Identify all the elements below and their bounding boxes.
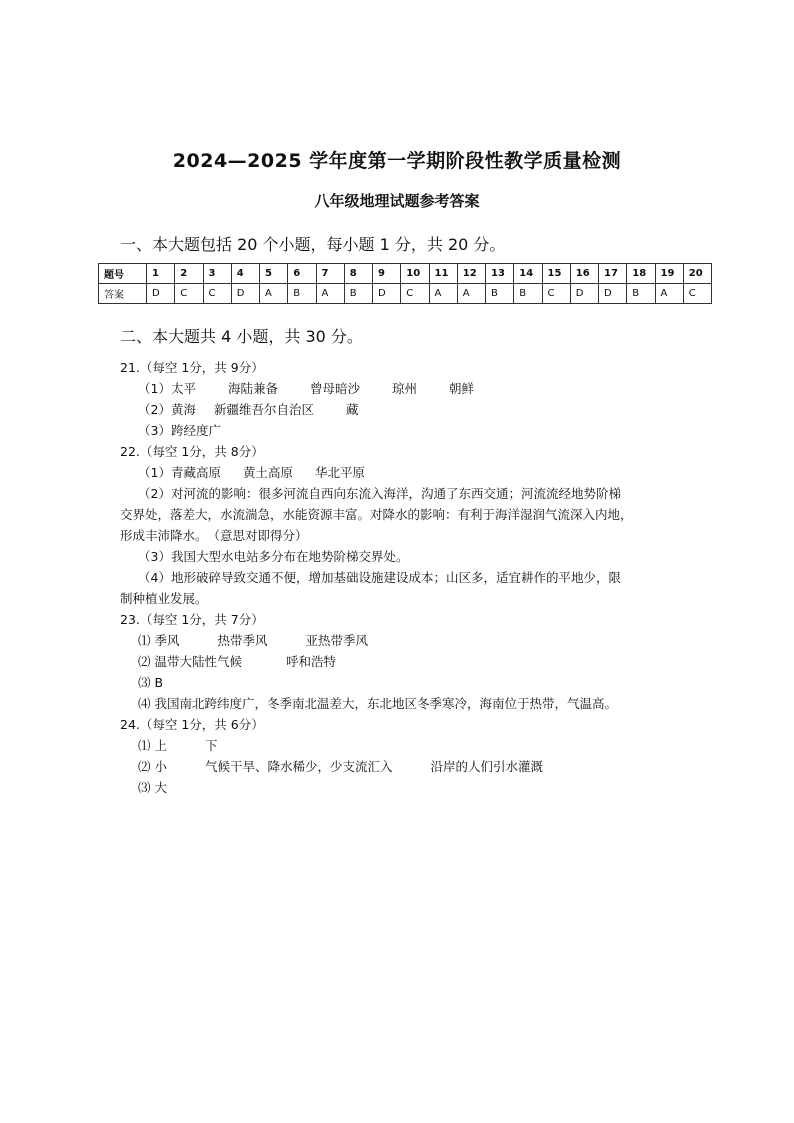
page-subtitle: 八年级地理试题参考答案 <box>314 192 480 210</box>
q22-answer-3: （3）我国大型水电站多分布在地势阶梯交界处。 <box>138 549 409 564</box>
q22-answer-2-line-3: 形成丰沛降水。 （意思对即得分） <box>120 528 308 543</box>
answer-cell: B <box>344 284 372 304</box>
answer-text: （2）黄海 <box>138 402 196 417</box>
answer-cell: C <box>175 284 203 304</box>
answer-cell: A <box>457 284 485 304</box>
question-number: 5 <box>260 264 288 284</box>
q23-answer-1 <box>138 631 368 649</box>
answer-text: 沿岸的人们引水灌溉 <box>430 759 543 774</box>
answer-text: ⑴ 季风 <box>138 633 180 648</box>
answer-text: （1）青藏高原 <box>138 465 221 480</box>
q22-answer-2-line-2: 交界处，落差大，水流湍急，水能资源丰富。对降水的影响：有利于海洋湿润气流深入内地， <box>120 507 633 522</box>
question-number: 13 <box>486 264 514 284</box>
answer-cell: D <box>231 284 259 304</box>
section-2-heading: 二、本大题共 4 小题，共 30 分。 <box>120 327 363 346</box>
answer-text: 藏 <box>345 402 359 417</box>
q24-answer-1 <box>138 736 217 754</box>
answer-cell: A <box>429 284 457 304</box>
answer-cell: D <box>147 284 175 304</box>
q21-heading: 21.（每空 1分，共 9分） <box>120 360 264 375</box>
answer-text: 琼州 <box>391 381 417 396</box>
question-number: 17 <box>599 264 627 284</box>
question-number: 11 <box>429 264 457 284</box>
q22-answer-4-line-1: （4）地形破碎导致交通不便，增加基础设施建设成本；山区多，适宜耕作的平地少，限 <box>138 570 621 585</box>
q21-answer-3: （3）跨经度广 <box>138 423 221 438</box>
answer-cell: C <box>542 284 570 304</box>
answer-cell: C <box>683 284 711 304</box>
question-number: 1 <box>147 264 175 284</box>
answer-cell: D <box>373 284 401 304</box>
answer-text: 曾母暗沙 <box>309 381 360 396</box>
answer-cell: A <box>316 284 344 304</box>
answer-text: 气候干旱、降水稀少，少支流汇入 <box>204 759 393 774</box>
q22-answer-1 <box>138 463 365 481</box>
answer-cell: A <box>260 284 288 304</box>
q24-heading: 24.（每空 1分，共 6分） <box>120 717 264 732</box>
question-number: 18 <box>627 264 655 284</box>
answer-text: 华北平原 <box>314 465 365 480</box>
question-number: 15 <box>542 264 570 284</box>
question-number: 16 <box>570 264 598 284</box>
q23-answer-3: ⑶ B <box>138 675 164 690</box>
question-number: 3 <box>203 264 231 284</box>
answer-text: 朝鲜 <box>448 381 474 396</box>
question-number: 14 <box>514 264 542 284</box>
answer-row-label: 答案 <box>99 284 147 304</box>
answer-cell: B <box>288 284 316 304</box>
answer-text: 新疆维吾尔自治区 <box>213 402 314 417</box>
question-number: 6 <box>288 264 316 284</box>
q21-answer-1 <box>138 379 474 397</box>
q21-answer-2 <box>138 400 358 418</box>
answer-cell: B <box>514 284 542 304</box>
question-number: 4 <box>231 264 259 284</box>
q24-answer-2 <box>138 757 543 775</box>
answer-table-number-row <box>99 264 712 284</box>
question-number: 2 <box>175 264 203 284</box>
answer-cell: C <box>401 284 429 304</box>
question-number: 20 <box>683 264 711 284</box>
answer-text: 热带季风 <box>217 633 268 648</box>
answer-text: 亚热带季风 <box>305 633 368 648</box>
q24-answer-3: ⑶ 大 <box>138 780 167 795</box>
answer-cell: D <box>599 284 627 304</box>
q23-heading: 23.（每空 1分，共 7分） <box>120 612 264 627</box>
answer-cell: D <box>570 284 598 304</box>
answer-table <box>98 263 712 304</box>
q23-answer-2 <box>138 652 336 670</box>
question-number: 9 <box>373 264 401 284</box>
q22-answer-4-line-2: 制种植业发展。 <box>120 591 208 606</box>
q22-answer-2-line-1: （2）对河流的影响：很多河流自西向东流入海洋，沟通了东西交通；河流流经地势阶梯 <box>138 486 621 501</box>
answer-text: 黄土高原 <box>242 465 293 480</box>
answer-cell: A <box>655 284 683 304</box>
answer-cell: B <box>627 284 655 304</box>
number-row-label: 题号 <box>99 264 147 284</box>
answer-text: （1）太平 <box>138 381 196 396</box>
q23-answer-4: ⑷ 我国南北跨纬度广，冬季南北温差大，东北地区冬季寒冷，海南位于热带，气温高。 <box>138 696 617 711</box>
answer-text: 海陆兼备 <box>227 381 278 396</box>
answer-text: 下 <box>204 738 218 753</box>
section-1-heading: 一、本大题包括 20 个小题，每小题 1 分，共 20 分。 <box>120 235 506 254</box>
answer-text: ⑵ 温带大陆性气候 <box>138 654 242 669</box>
question-number: 19 <box>655 264 683 284</box>
question-number: 10 <box>401 264 429 284</box>
q22-heading: 22.（每空 1分，共 8分） <box>120 444 264 459</box>
answer-cell: C <box>203 284 231 304</box>
question-number: 8 <box>344 264 372 284</box>
answer-text: ⑵ 小 <box>138 759 167 774</box>
answer-table-answer-row <box>99 284 712 304</box>
answer-text: ⑴ 上 <box>138 738 167 753</box>
question-number: 12 <box>457 264 485 284</box>
question-number: 7 <box>316 264 344 284</box>
answer-cell: B <box>486 284 514 304</box>
answer-text: 呼和浩特 <box>285 654 336 669</box>
page-title: 2024—2025 学年度第一学期阶段性教学质量检测 <box>172 150 622 172</box>
